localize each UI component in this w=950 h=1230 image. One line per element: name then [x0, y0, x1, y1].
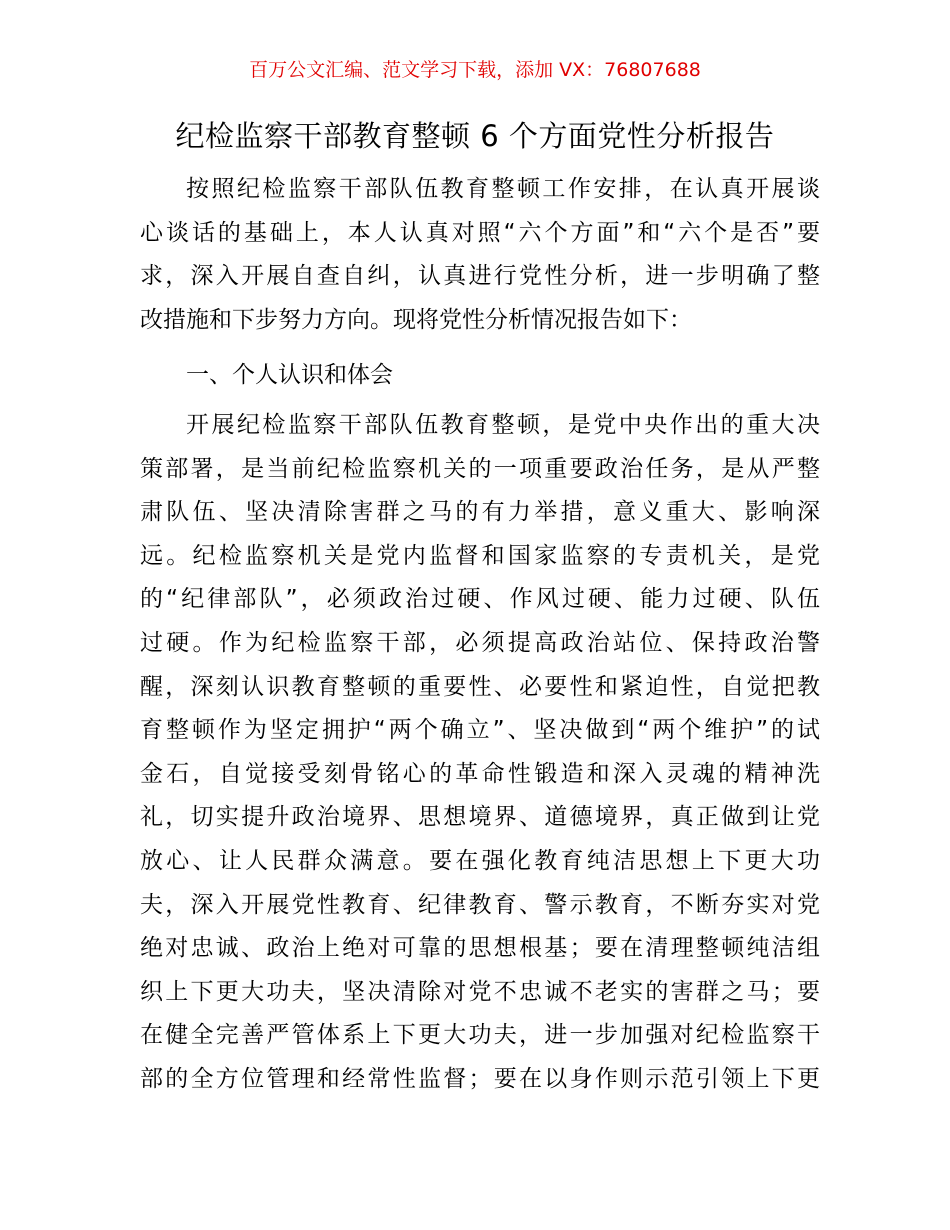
section-heading: 一、个人认识和体会	[186, 362, 393, 388]
paragraph-line: 开展纪检监察干部队伍教育整顿，是党中央作出的重大决	[186, 412, 820, 438]
paragraph-line: 远。纪检监察机关是党内监督和国家监察的专责机关，是党	[140, 542, 820, 569]
paragraph-line: 育整顿作为坚定拥护“两个确立”、坚决做到“两个维护”的试	[140, 717, 820, 744]
paragraph-line: 夫，深入开展党性教育、纪律教育、警示教育，不断夯实对党	[140, 891, 820, 918]
paragraph-line: 放心、让人民群众满意。要在强化教育纯洁思想上下更大功	[140, 847, 820, 874]
paragraph-line: 肃队伍、坚决清除害群之马的有力举措，意义重大、影响深	[140, 499, 820, 526]
paragraph-line: 金石，自觉接受刻骨铭心的革命性锻造和深入灵魂的精神洗	[140, 760, 820, 787]
section-paragraph	[140, 404, 820, 1102]
section-heading-block	[140, 354, 820, 398]
paragraph-line: 求，深入开展自查自纠，认真进行党性分析，进一步明确了整	[140, 263, 820, 290]
paragraph-line: 按照纪检监察干部队伍教育整顿工作安排，在认真开展谈	[186, 176, 820, 202]
paragraph-line: 绝对忠诚、政治上绝对可靠的思想根基；要在清理整顿纯洁组	[140, 935, 820, 962]
paragraph-line: 的“纪律部队”，必须政治过硬、作风过硬、能力过硬、队伍	[140, 586, 820, 613]
paragraph-line: 心谈话的基础上，本人认真对照“六个方面”和“六个是否”要	[140, 219, 820, 246]
paragraph-line: 策部署，是当前纪检监察机关的一项重要政治任务，是从严整	[140, 455, 820, 482]
paragraph-line: 部的全方位管理和经常性监督；要在以身作则示范引领上下更	[140, 1065, 820, 1092]
paragraph-line: 织上下更大功夫，坚决清除对党不忠诚不老实的害群之马；要	[140, 978, 820, 1005]
paragraph-line: 礼，切实提升政治境界、思想境界、道德境界，真正做到让党	[140, 804, 820, 831]
intro-paragraph	[140, 168, 820, 342]
document-title: 纪检监察干部教育整顿 6 个方面党性分析报告	[175, 119, 775, 153]
paragraph-line: 过硬。作为纪检监察干部，必须提高政治站位、保持政治警	[140, 629, 820, 656]
paragraph-line: 醒，深刻认识教育整顿的重要性、必要性和紧迫性，自觉把教	[140, 673, 820, 700]
header-watermark-note: 百万公文汇编、范文学习下载，添加 VX：76807688	[249, 59, 701, 81]
paragraph-line: 在健全完善严管体系上下更大功夫，进一步加强对纪检监察干	[140, 1022, 820, 1049]
paragraph-line: 改措施和下步努力方向。现将党性分析情况报告如下：	[140, 306, 692, 333]
